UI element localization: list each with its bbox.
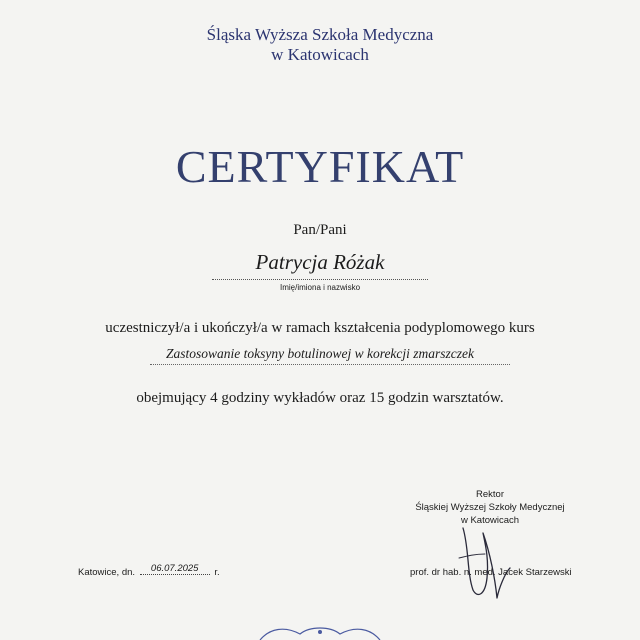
recipient-name: Patrycja Różak <box>255 250 385 274</box>
signatory-institution-line2: w Katowicach <box>460 515 520 526</box>
bottom-ornament <box>240 622 400 640</box>
name-caption: Imię/imiona i nazwisko <box>279 283 361 292</box>
signatory-role: Rektor <box>476 489 504 500</box>
school-name-line1: Śląska Wyższa Szkoła Medyczna <box>206 25 434 44</box>
school-name <box>0 25 640 65</box>
completion-text: uczestniczył/a i ukończył/a w ramach kształcenia podyplomowego kurs <box>105 320 535 336</box>
certificate-title: CERTYFIKAT <box>175 141 465 192</box>
date-value: 06.07.2025 <box>140 563 210 575</box>
date-prefix: Katowice, dn. <box>78 567 136 578</box>
course-underline <box>150 364 510 365</box>
seal-fragment <box>260 0 380 8</box>
date-suffix: r. <box>214 567 220 578</box>
course-title: Zastosowanie toksyny botulinowej w korekcji zmarszczek <box>165 346 475 361</box>
signatory-institution-line1: Śląskiej Wyższej Szkoły Medycznej <box>415 502 565 513</box>
name-underline <box>212 279 428 280</box>
handwritten-signature <box>455 518 525 608</box>
signatory-name: prof. dr hab. n. med. Jacek Starzewski <box>410 567 572 578</box>
school-name-line2: w Katowicach <box>271 45 369 64</box>
date-block <box>78 563 220 579</box>
salutation: Pan/Pani <box>293 222 347 238</box>
hours-text: obejmujący 4 godziny wykładów oraz 15 godzin warsztatów. <box>136 390 504 406</box>
